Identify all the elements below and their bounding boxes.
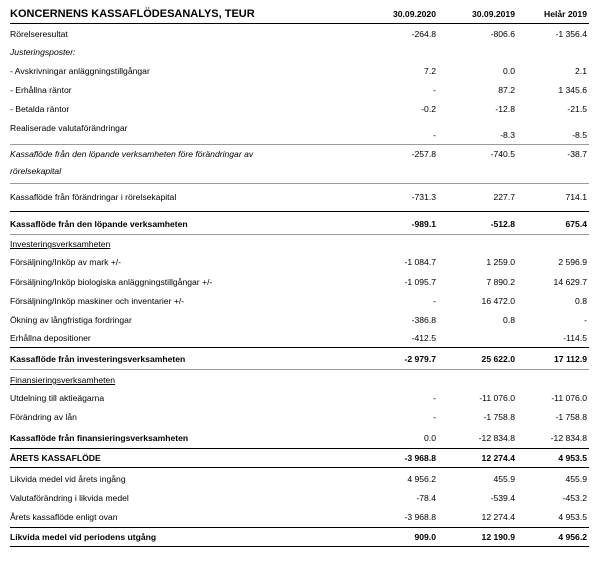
value-full-year-2019: 0.8 [575, 296, 587, 306]
value-2019-09: -8.3 [500, 130, 515, 140]
value-full-year-2019: 714.1 [565, 192, 587, 202]
section-rule [10, 369, 589, 370]
value-2020-09: -412.5 [411, 333, 436, 343]
value-2020-09: -3 968.8 [404, 453, 436, 463]
value-2020-09: 4 956.2 [407, 474, 436, 484]
value-2019-09: 87.2 [498, 85, 515, 95]
value-full-year-2019: -453.2 [562, 493, 587, 503]
row-label: Försäljning/Inköp maskiner och inventarier +/- [10, 296, 185, 306]
value-2020-09: -0.2 [421, 104, 436, 114]
value-full-year-2019: 4 953.5 [558, 512, 587, 522]
value-2020-09: - [433, 85, 436, 95]
value-2019-09: -539.4 [490, 493, 515, 503]
row-label: Kassaflöde från finansieringsverksamheten [10, 433, 189, 443]
value-2020-09: -78.4 [416, 493, 436, 503]
row-label: Kassaflöde från den löpande verksamheten [10, 219, 188, 229]
row-label: - Erhållna räntor [10, 85, 72, 95]
value-2019-09: 227.7 [493, 192, 515, 202]
value-2019-09: -12.8 [495, 104, 515, 114]
row-label: Likvida medel vid årets ingång [10, 474, 126, 484]
value-2020-09: 7.2 [424, 66, 436, 76]
value-full-year-2019: - [584, 315, 587, 325]
row-label: - Avskrivningar anläggningstillgångar [10, 66, 150, 76]
header-rule [10, 23, 589, 24]
row-label: Finansieringsverksamheten [10, 375, 116, 385]
value-2019-09: 455.9 [493, 474, 515, 484]
row-label: ÅRETS KASSAFLÖDE [10, 453, 101, 463]
value-2020-09: -386.8 [411, 315, 436, 325]
value-full-year-2019: 455.9 [565, 474, 587, 484]
row-label: Investeringsverksamheten [10, 239, 111, 249]
value-full-year-2019: 4 953.5 [558, 453, 587, 463]
value-2019-09: -11 076.0 [479, 393, 515, 403]
subtotal-rule [10, 211, 589, 212]
section-rule [10, 183, 589, 184]
value-full-year-2019: -1 356.4 [555, 29, 587, 39]
row-label: Rörelseresultat [10, 29, 68, 39]
row-label: Försäljning/Inköp biologiska anläggningstillgångar +/- [10, 277, 213, 287]
value-2019-09: 12 274.4 [481, 453, 515, 463]
bottom-rule [10, 546, 589, 547]
value-2019-09: 12 274.4 [481, 512, 515, 522]
value-2019-09: -12 834.8 [478, 433, 515, 443]
value-2020-09: -3 968.8 [404, 512, 436, 522]
subtotal-rule [10, 448, 589, 449]
value-2019-09: -806.6 [490, 29, 515, 39]
row-label: Justeringsposter: [10, 47, 76, 57]
row-label: Årets kassaflöde enligt ovan [10, 512, 118, 522]
row-label: Ökning av långfristiga fordringar [10, 315, 132, 325]
value-2019-09: -512.8 [490, 219, 515, 229]
value-2020-09: -1 084.7 [404, 257, 436, 267]
row-label: Förändring av lån [10, 412, 77, 422]
value-full-year-2019: -11 076.0 [551, 393, 587, 403]
value-2020-09: -257.8 [411, 149, 436, 159]
column-header-2020-09: 30.09.2020 [392, 9, 436, 19]
value-2019-09: 16 472.0 [481, 296, 515, 306]
value-2020-09: -264.8 [411, 29, 436, 39]
value-2019-09: 7 890.2 [486, 277, 515, 287]
value-2020-09: - [433, 296, 436, 306]
total-rule [10, 467, 589, 468]
value-full-year-2019: 4 956.2 [558, 532, 587, 542]
row-label: Realiserade valutaförändringar [10, 123, 128, 133]
value-full-year-2019: 2.1 [575, 66, 587, 76]
value-2020-09: -2 979.7 [404, 354, 436, 364]
value-full-year-2019: 14 629.7 [553, 277, 587, 287]
row-label: Utdelning till aktieägarna [10, 393, 105, 403]
row-label: Försäljning/Inköp av mark +/- [10, 257, 122, 267]
row-label: Likvida medel vid periodens utgång [10, 532, 157, 542]
row-label: Erhållna depositioner [10, 333, 91, 343]
section-rule [10, 144, 589, 145]
column-header-full-year-2019: Helår 2019 [543, 9, 587, 19]
value-2020-09: - [433, 393, 436, 403]
row-label: rörelsekapital [10, 166, 62, 176]
value-full-year-2019: 17 112.9 [554, 354, 587, 364]
row-label: Valutaförändring i likvida medel [10, 493, 129, 503]
value-2020-09: 0.0 [424, 433, 436, 443]
value-full-year-2019: -38.7 [567, 149, 587, 159]
subtotal-rule [10, 527, 589, 528]
value-2020-09: - [433, 412, 436, 422]
value-full-year-2019: -21.5 [567, 104, 587, 114]
value-full-year-2019: -8.5 [572, 130, 587, 140]
row-label: Kassaflöde från förändringar i rörelsekapital [10, 192, 177, 202]
value-full-year-2019: 2 596.9 [558, 257, 587, 267]
value-2020-09: -989.1 [411, 219, 436, 229]
value-full-year-2019: 675.4 [565, 219, 587, 229]
value-full-year-2019: 1 345.6 [558, 85, 587, 95]
value-2019-09: 25 622.0 [481, 354, 515, 364]
value-2020-09: -731.3 [411, 192, 436, 202]
section-rule [10, 234, 589, 235]
value-2019-09: 12 190.9 [481, 532, 515, 542]
row-label: Kassaflöde från investeringsverksamheten [10, 354, 186, 364]
table-title: KONCERNENS KASSAFLÖDESANALYS, TEUR [10, 8, 255, 20]
value-2020-09: 909.0 [414, 532, 436, 542]
value-full-year-2019: -1 758.8 [555, 412, 587, 422]
subtotal-rule [10, 347, 589, 348]
column-header-2019-09: 30.09.2019 [471, 9, 515, 19]
value-2020-09: - [433, 130, 436, 140]
value-2019-09: -1 758.8 [483, 412, 515, 422]
row-label: Kassaflöde från den löpande verksamheten före förändringar av [10, 149, 254, 159]
value-full-year-2019: -114.5 [563, 333, 587, 343]
value-2020-09: -1 095.7 [404, 277, 436, 287]
value-2019-09: 1 259.0 [486, 257, 515, 267]
value-2019-09: 0.0 [503, 66, 515, 76]
value-2019-09: -740.5 [490, 149, 515, 159]
value-full-year-2019: -12 834.8 [550, 433, 587, 443]
value-2019-09: 0.8 [503, 315, 515, 325]
row-label: - Betalda räntor [10, 104, 70, 114]
